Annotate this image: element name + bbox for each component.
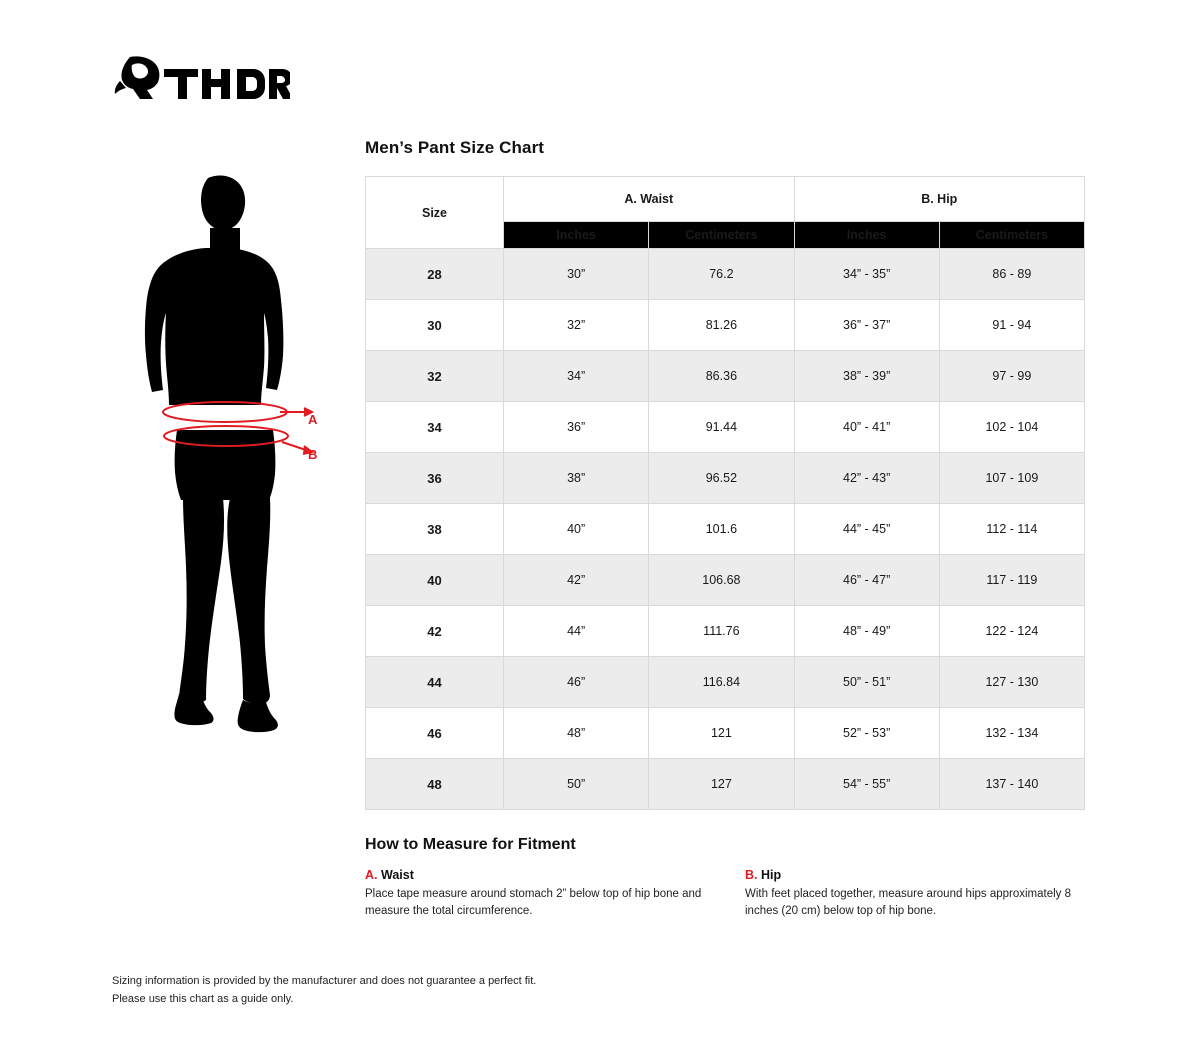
cell-hip-cm: 91 - 94: [939, 300, 1084, 351]
cell-waist-inches: 50”: [504, 759, 649, 810]
how-to-hip-text: With feet placed together, measure around hips approximately 8 inches (20 cm) below top of hip bone.: [745, 888, 1072, 917]
cell-size: 48: [366, 759, 504, 810]
how-to-hip-name: Hip: [760, 868, 782, 882]
cell-waist-inches: 46”: [504, 657, 649, 708]
cell-hip-cm: 97 - 99: [939, 351, 1084, 402]
cell-waist-cm: 101.6: [649, 504, 794, 555]
cell-waist-cm: 76.2: [649, 249, 794, 300]
cell-hip-inches: 48” - 49”: [794, 606, 939, 657]
cell-hip-cm: 86 - 89: [939, 249, 1084, 300]
cell-waist-inches: 48”: [504, 708, 649, 759]
measure-label-a: A: [308, 412, 318, 427]
cell-waist-inches: 36”: [504, 402, 649, 453]
header-hip-inches: Inches: [794, 222, 939, 249]
cell-waist-inches: 32”: [504, 300, 649, 351]
how-to-waist-name: Waist: [380, 868, 414, 882]
header-size: Size: [366, 177, 504, 249]
cell-hip-inches: 50” - 51”: [794, 657, 939, 708]
silhouette-shape: [145, 175, 283, 732]
cell-hip-cm: 127 - 130: [939, 657, 1084, 708]
table-row: [366, 402, 1085, 453]
table-row: [366, 708, 1085, 759]
how-to-item-hip: [745, 868, 1085, 919]
cell-waist-inches: 44”: [504, 606, 649, 657]
cell-hip-cm: 102 - 104: [939, 402, 1084, 453]
table-body: [366, 249, 1085, 810]
cell-waist-inches: 30”: [504, 249, 649, 300]
cell-size: 28: [366, 249, 504, 300]
table-row: [366, 300, 1085, 351]
thor-logo: [112, 55, 290, 107]
footnote-line-2: Please use this chart as a guide only.: [112, 992, 294, 1005]
header-waist-centimeters: Centimeters: [649, 222, 794, 249]
how-to-item-waist: [365, 868, 745, 919]
cell-hip-inches: 44” - 45”: [794, 504, 939, 555]
measure-label-b: B: [308, 447, 318, 462]
silhouette-svg: [120, 160, 340, 760]
header-waist-inches: Inches: [504, 222, 649, 249]
table-row: [366, 249, 1085, 300]
cell-size: 38: [366, 504, 504, 555]
cell-waist-cm: 116.84: [649, 657, 794, 708]
cell-hip-inches: 52” - 53”: [794, 708, 939, 759]
table-row: [366, 351, 1085, 402]
table-row: [366, 453, 1085, 504]
chart-content: [365, 138, 1085, 919]
size-chart-table: [365, 176, 1085, 810]
cell-hip-inches: 34” - 35”: [794, 249, 939, 300]
cell-hip-cm: 112 - 114: [939, 504, 1084, 555]
how-to-hip-heading: [745, 868, 1085, 882]
cell-waist-inches: 42”: [504, 555, 649, 606]
cell-waist-cm: 96.52: [649, 453, 794, 504]
cell-size: 46: [366, 708, 504, 759]
cell-waist-cm: 111.76: [649, 606, 794, 657]
how-to-waist-heading: [365, 868, 715, 882]
cell-hip-cm: 122 - 124: [939, 606, 1084, 657]
cell-waist-cm: 91.44: [649, 402, 794, 453]
body-silhouette-diagram: [120, 160, 340, 760]
cell-waist-cm: 81.26: [649, 300, 794, 351]
footnote: [112, 973, 536, 1008]
cell-size: 30: [366, 300, 504, 351]
cell-waist-inches: 40”: [504, 504, 649, 555]
header-hip-centimeters: Centimeters: [939, 222, 1084, 249]
how-to-measure-title: How to Measure for Fitment: [365, 836, 576, 853]
footnote-line-1: Sizing information is provided by the manufacturer and does not guarantee a perfect fit.: [112, 975, 537, 987]
table-row: [366, 555, 1085, 606]
cell-size: 42: [366, 606, 504, 657]
how-to-measure-columns: [365, 868, 1085, 919]
how-to-hip-key: B.: [745, 868, 758, 882]
table-row: [366, 657, 1085, 708]
cell-waist-cm: 127: [649, 759, 794, 810]
cell-hip-inches: 42” - 43”: [794, 453, 939, 504]
cell-hip-inches: 54” - 55”: [794, 759, 939, 810]
cell-waist-cm: 86.36: [649, 351, 794, 402]
header-group-waist: A. Waist: [504, 177, 795, 222]
cell-hip-cm: 137 - 140: [939, 759, 1084, 810]
cell-hip-inches: 46” - 47”: [794, 555, 939, 606]
how-to-waist-text: Place tape measure around stomach 2” below top of hip bone and measure the total circumference.: [365, 888, 702, 917]
cell-size: 34: [366, 402, 504, 453]
header-group-hip: B. Hip: [794, 177, 1085, 222]
table-head: [366, 177, 1085, 249]
cell-size: 44: [366, 657, 504, 708]
cell-waist-inches: 34”: [504, 351, 649, 402]
page-title: Men’s Pant Size Chart: [365, 138, 545, 157]
table-row: [366, 606, 1085, 657]
cell-hip-inches: 36” - 37”: [794, 300, 939, 351]
cell-size: 36: [366, 453, 504, 504]
cell-hip-cm: 132 - 134: [939, 708, 1084, 759]
cell-hip-cm: 107 - 109: [939, 453, 1084, 504]
how-to-waist-key: A.: [365, 868, 378, 882]
cell-hip-inches: 38” - 39”: [794, 351, 939, 402]
cell-waist-inches: 38”: [504, 453, 649, 504]
cell-waist-cm: 106.68: [649, 555, 794, 606]
thor-helmet-logo: [112, 55, 290, 107]
cell-size: 40: [366, 555, 504, 606]
cell-hip-cm: 117 - 119: [939, 555, 1084, 606]
table-row: [366, 504, 1085, 555]
cell-waist-cm: 121: [649, 708, 794, 759]
table-row: [366, 759, 1085, 810]
cell-hip-inches: 40” - 41”: [794, 402, 939, 453]
cell-size: 32: [366, 351, 504, 402]
table-header-row-groups: [366, 177, 1085, 222]
